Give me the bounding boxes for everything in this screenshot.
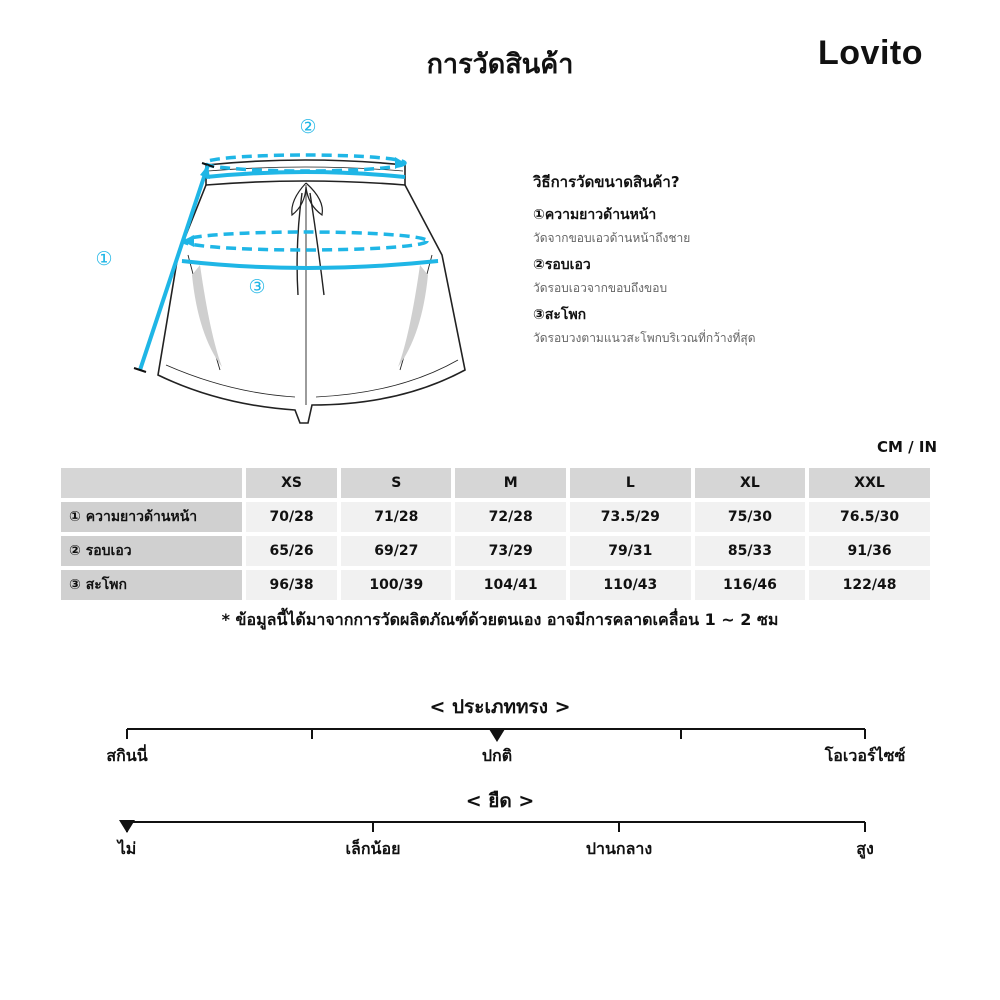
fit-scale-title: < ประเภททรง > — [429, 696, 571, 718]
table-cell: 72/28 — [455, 502, 565, 532]
table-header-cell: XXL — [809, 468, 930, 498]
table-header-cell: S — [341, 468, 451, 498]
marker-waist: ② — [299, 116, 317, 138]
fit-label-skinny: สกินนี่ — [106, 746, 148, 765]
row-label: ① ความยาวด้านหน้า — [61, 502, 242, 532]
table-cell: 104/41 — [455, 570, 565, 600]
table-cell: 96/38 — [246, 570, 337, 600]
row-label: ② รอบเอว — [61, 536, 242, 566]
measure-desc-waist: วัดรอบเอวจากขอบถึงขอบ — [533, 281, 668, 295]
marker-hip: ③ — [248, 276, 266, 298]
table-cell: 110/43 — [570, 570, 691, 600]
measure-desc-hip: วัดรอบวงตามแนวสะโพกบริเวณที่กว้างที่สุด — [533, 331, 756, 345]
fit-label-oversize: โอเวอร์ไซซ์ — [824, 746, 906, 765]
table-cell: 73/29 — [455, 536, 565, 566]
stretch-scale-marker-icon — [119, 820, 135, 833]
table-cell: 100/39 — [341, 570, 451, 600]
page-title: การวัดสินค้า — [426, 49, 574, 80]
table-cell: 69/27 — [341, 536, 451, 566]
stretch-label-high: สูง — [856, 839, 874, 858]
table-cell: 85/33 — [695, 536, 805, 566]
table-cell: 79/31 — [570, 536, 691, 566]
measure-heading-waist: ②รอบเอว — [533, 257, 591, 273]
table-header-cell: XL — [695, 468, 805, 498]
table-cell: 76.5/30 — [809, 502, 930, 532]
table-cell: 65/26 — [246, 536, 337, 566]
stretch-label-slight: เล็กน้อย — [345, 839, 401, 858]
table-cell: 73.5/29 — [570, 502, 691, 532]
unit-label: CM / IN — [877, 438, 937, 456]
table-cell: 91/36 — [809, 536, 930, 566]
row-label: ③ สะโพก — [61, 570, 242, 600]
measure-heading-hip: ③สะโพก — [533, 307, 587, 323]
measure-heading-front-length: ①ความยาวด้านหน้า — [533, 207, 657, 223]
how-to-measure-question: วิธีการวัดขนาดสินค้า? — [533, 173, 680, 191]
table-cell: 71/28 — [341, 502, 451, 532]
fit-scale-marker-icon — [489, 729, 505, 742]
stretch-label-none: ไม่ — [117, 839, 137, 858]
marker-front-length: ① — [95, 248, 113, 270]
table-cell: 122/48 — [809, 570, 930, 600]
table-cell: 75/30 — [695, 502, 805, 532]
measure-desc-front-length: วัดจากขอบเอวด้านหน้าถึงชาย — [533, 231, 691, 245]
fit-label-regular: ปกติ — [481, 746, 513, 765]
table-header-cell: M — [455, 468, 565, 498]
stretch-scale-title: < ยืด > — [465, 790, 535, 812]
stretch-label-medium: ปานกลาง — [585, 839, 653, 858]
table-header-cell: L — [570, 468, 691, 498]
brand-logo: Lovito — [818, 34, 923, 72]
table-header-cell: XS — [246, 468, 337, 498]
measurement-note: * ข้อมูลนี้ได้มาจากการวัดผลิตภัณฑ์ด้วยตนเอง อาจมีการคลาดเคลื่อน 1 ~ 2 ซม — [221, 610, 779, 629]
table-cell: 70/28 — [246, 502, 337, 532]
table-cell: 116/46 — [695, 570, 805, 600]
